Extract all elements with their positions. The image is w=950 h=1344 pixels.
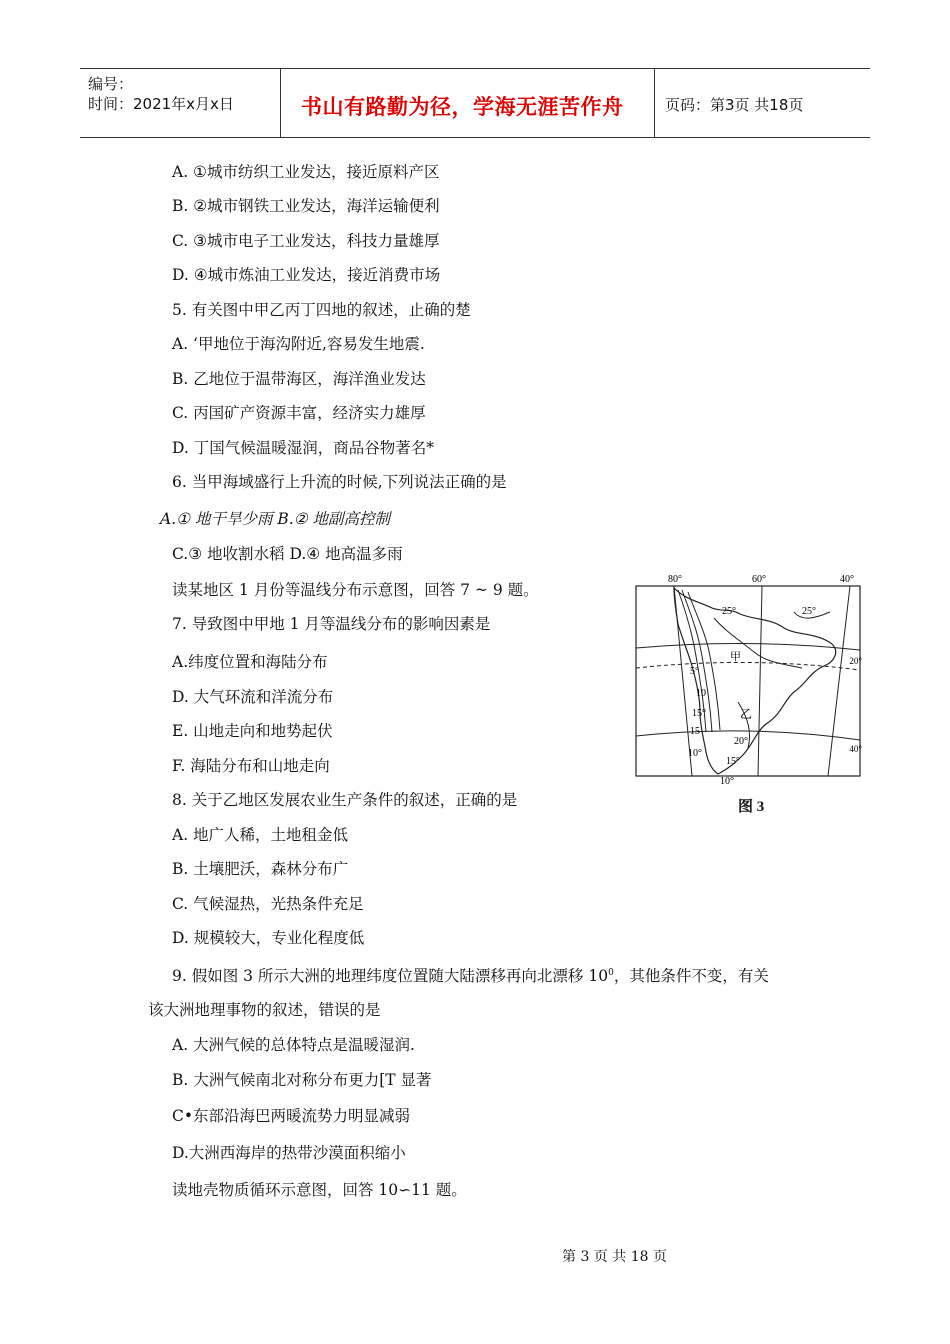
header-left-cell <box>80 69 281 137</box>
option-line: B. ②城市钢铁工业发达，海洋运输便利 <box>172 197 440 215</box>
option-line: D. 规模较大，专业化程度低 <box>172 929 365 947</box>
place-label-yi: 乙 <box>740 707 753 721</box>
option-line: D. 大气环流和洋流分布 <box>172 688 334 706</box>
lon-label: 40° <box>840 574 854 585</box>
isotherm-label: 10° <box>720 776 734 787</box>
question-line: 7. 导致图中甲地 1 月等温线分布的影响因素是 <box>172 615 491 633</box>
isotherm-label: 15° <box>692 708 706 719</box>
option-line: C•东部沿海巴两暖流势力明显减弱 <box>172 1107 411 1125</box>
option-line: F. 海陆分布和山地走向 <box>172 757 330 775</box>
meridian-40 <box>828 586 850 776</box>
isotherm-line <box>714 618 802 668</box>
lat-label: 20° <box>849 656 862 666</box>
instruction-line: 读地壳物质循环示意图，回答 10∽11 题。 <box>172 1181 467 1199</box>
figure-caption: 图 3 <box>738 799 765 815</box>
isotherm-label: 15° <box>726 756 740 767</box>
option-line: B. 大洲气候南北对称分布更力[T 显著 <box>172 1071 432 1089</box>
option-line: A.① 地干旱少雨 B.② 地副高控制 <box>160 510 391 528</box>
option-line: B. 乙地位于温带海区，海洋渔业发达 <box>172 370 426 388</box>
place-label-jia: 甲 <box>730 651 741 663</box>
isotherm-label: 10 <box>696 688 706 699</box>
date-label: 时间：2021年x月x日 <box>88 95 234 113</box>
isotherm-label: 25° <box>722 606 736 617</box>
option-line: C. ③城市电子工业发达，科技力量雄厚 <box>172 232 440 250</box>
question-line: 该大洲地理事物的叙述，错误的是 <box>148 1001 381 1019</box>
question-line: 6. 当甲海域盛行上升流的时候,下列说法正确的是 <box>172 473 507 491</box>
option-line: A.纬度位置和海陆分布 <box>172 653 328 671</box>
isotherm-label: 15 <box>690 726 700 737</box>
isotherm-label: 10° <box>688 748 702 759</box>
option-line: A. ①城市纺织工业发达，接近原料产区 <box>172 163 440 181</box>
meridian-60 <box>758 586 762 776</box>
page-label: 页码：第3页 共18页 <box>665 96 804 114</box>
question-line <box>172 963 769 986</box>
parallel-40 <box>636 731 860 740</box>
option-line: A. 大洲气候的总体特点是温暖湿润. <box>172 1036 415 1054</box>
isotherm-map <box>634 572 866 787</box>
isotherm-label: 25° <box>802 606 816 617</box>
lon-label: 60° <box>752 574 766 585</box>
degree-superscript: 0 <box>608 968 614 978</box>
lat-label: 40° <box>849 744 862 754</box>
option-line: D. ④城市炼油工业发达，接近消费市场 <box>172 266 441 284</box>
instruction-line: 读某地区 1 月份等温线分布示意图，回答 7 ~ 9 题。 <box>172 581 539 599</box>
question-line: 8. 关于乙地区发展农业生产条件的叙述，正确的是 <box>172 791 518 809</box>
option-line: D.大洲西海岸的热带沙漠面积缩小 <box>172 1144 406 1162</box>
question-line: 5. 有关图中甲乙丙丁四地的叙述，止确的楚 <box>172 301 471 319</box>
page-header <box>80 68 870 138</box>
option-line: E. 山地走向和地势起伏 <box>172 722 333 740</box>
page-footer: 第 3 页 共 18 页 <box>562 1249 667 1265</box>
question-text: 9. 假如图 3 所示大洲的地理纬度位置随大陆漂移再向北漂移 10 <box>172 967 609 986</box>
lon-label: 80° <box>668 574 682 585</box>
option-line: A. 地广人稀，土地租金低 <box>172 826 349 844</box>
header-motto: 书山有路勤为径，学海无涯苦作舟 <box>301 95 624 119</box>
question-text: ，其他条件不变，有关 <box>613 967 769 986</box>
option-line: D. 丁国气候温暖湿润，商品谷物著名* <box>172 439 434 457</box>
parallel-20 <box>636 662 860 670</box>
option-line: C.③ 地收割水稻 D.④ 地高温多雨 <box>172 545 403 563</box>
option-line: C. 气候湿热，光热条件充足 <box>172 895 364 913</box>
header-right-cell <box>654 69 871 137</box>
isotherm-label: 5° <box>690 666 699 677</box>
serial-label: 编号： <box>88 75 134 93</box>
option-line: B. 土壤肥沃，森林分布广 <box>172 860 349 878</box>
option-line: C. 丙国矿产资源丰富，经济实力雄厚 <box>172 404 426 422</box>
isotherm-label: 20° <box>734 736 748 747</box>
option-line: A. ‘甲地位于海沟附近,容易发生地震. <box>172 335 425 353</box>
